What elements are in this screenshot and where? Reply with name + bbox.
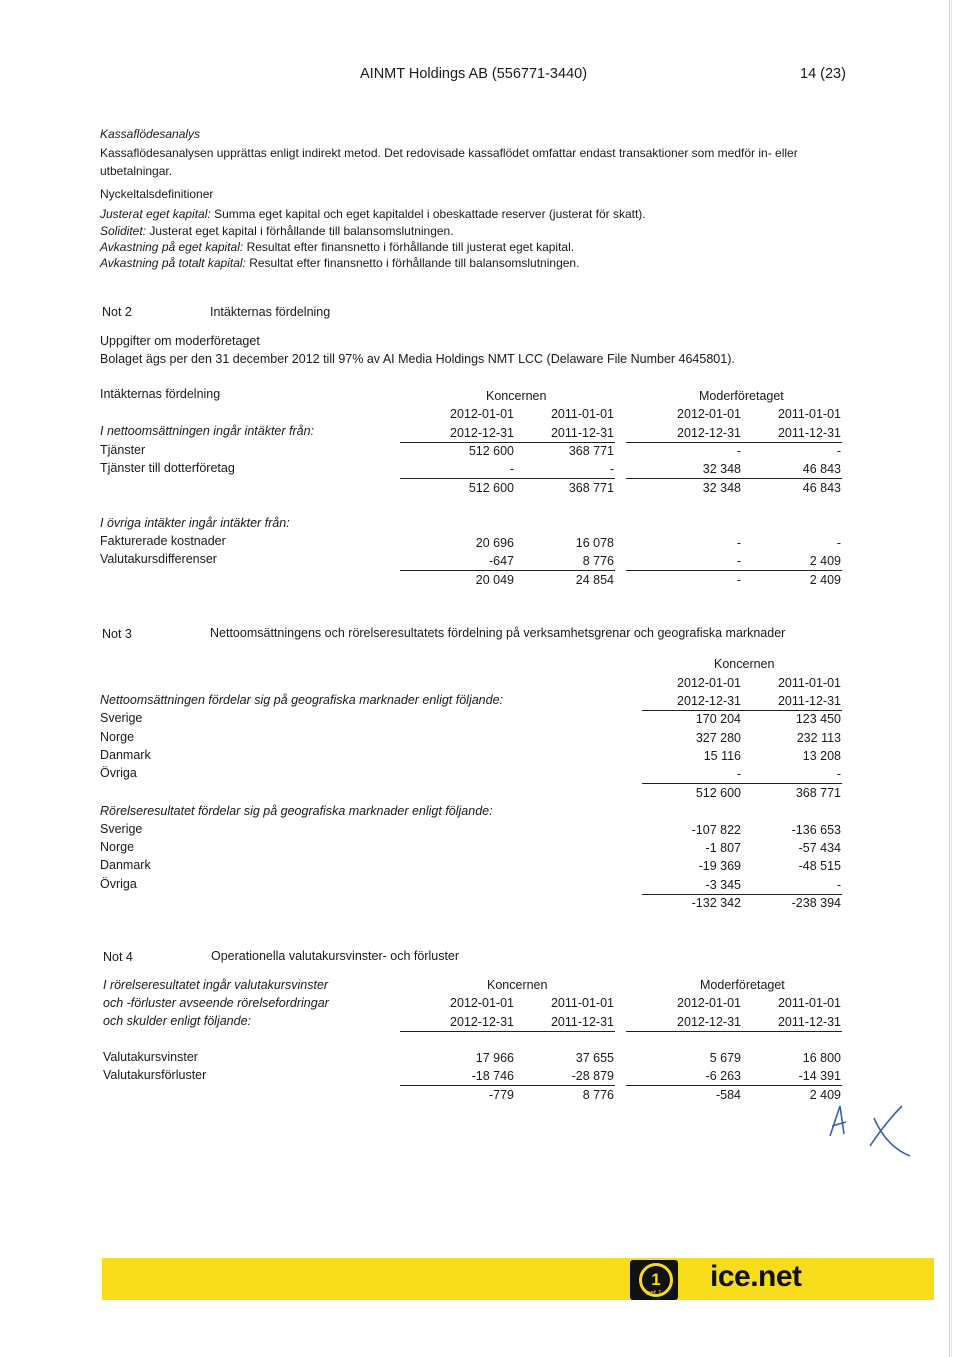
date-from: 2011-01-01	[550, 996, 614, 1010]
header-rule	[400, 442, 615, 443]
note4-label: Not 4	[103, 950, 133, 964]
date-to: 2012-12-31	[677, 694, 741, 708]
table-cell: -107 822	[691, 823, 741, 837]
table-sum: -779	[488, 1088, 514, 1102]
table-cell: -647	[488, 554, 514, 568]
signature-initials	[818, 1098, 918, 1168]
table-cell: 20 696	[475, 536, 514, 550]
table-row-label: Valutakursdifferenser	[100, 552, 217, 566]
table-cell: 232 113	[796, 731, 841, 745]
table-cell: 16 800	[802, 1051, 841, 1065]
table-sum: -132 342	[691, 896, 741, 910]
table-sum: 24 854	[575, 573, 614, 587]
note4-title: Operationella valutakursvinster- och förluster	[211, 949, 460, 963]
ratio-definition: Summa eget kapital och eget kapitaldel i obeskattade reserver (justerat för skatt).	[214, 207, 646, 221]
table-cell: -	[836, 444, 841, 458]
header-rule	[626, 1031, 842, 1032]
note3-label: Not 3	[102, 627, 132, 641]
revenue-table-title: Intäkternas fördelning	[100, 387, 221, 401]
ratio-row	[100, 240, 574, 254]
note3-title: Nettoomsättningens och rörelseresultatets fördelning på verksamhetsgrenar och geografiska marknader	[210, 626, 786, 640]
table-sum: -	[736, 573, 741, 587]
brand-logo: ice.net	[710, 1260, 802, 1293]
table-cell: -1 807	[705, 841, 741, 855]
sum-rule	[400, 478, 615, 479]
note4-intro: och -förluster avseende rörelsefordringar	[103, 996, 329, 1010]
table-cell: -48 515	[798, 859, 841, 873]
page-edge-line	[949, 0, 950, 1357]
parent-company-title: Uppgifter om moderföretaget	[100, 334, 260, 348]
table-row-label: Danmark	[100, 858, 151, 872]
table-row-label: Tjänster	[100, 443, 146, 457]
table-cell: -136 653	[791, 823, 841, 837]
table-sum: 368 771	[568, 481, 614, 495]
table-cell: -3 345	[705, 878, 741, 892]
table-cell: 123 450	[795, 712, 841, 726]
table-cell: -19 369	[698, 859, 741, 873]
table-cell: 37 655	[575, 1051, 614, 1065]
section-label: Rörelseresultatet fördelar sig på geografiska marknader enligt följande:	[100, 804, 493, 818]
footer-strip	[102, 1258, 934, 1300]
table-row-label: Danmark	[100, 748, 151, 762]
header-rule	[400, 1031, 615, 1032]
table-cell: -57 434	[798, 841, 841, 855]
logo-mark	[630, 1260, 678, 1300]
section-label: I övriga intäkter ingår intäkter från:	[100, 516, 290, 530]
group-header: Koncernen	[486, 389, 547, 403]
table-row-label: Övriga	[100, 877, 137, 891]
date-to: 2012-12-31	[677, 1015, 741, 1029]
table-cell: 512 600	[468, 444, 514, 458]
cashflow-text-1: Kassaflödesanalysen upprättas enligt indirekt metod. Det redovisade kassaflödet omfattar endast transaktioner som medför in- eller	[100, 146, 798, 160]
parent-company-text: Bolaget ägs per den 31 december 2012 till 97% av AI Media Holdings NMT LCC (Delaware File Number 4645801).	[100, 352, 735, 366]
cashflow-title: Kassaflödesanalys	[100, 127, 201, 141]
table-row-label: Sverige	[100, 711, 143, 725]
table-sum: 368 771	[795, 786, 841, 800]
date-to: 2011-12-31	[550, 1015, 614, 1029]
table-row-label: Tjänster till dotterföretag	[100, 461, 235, 475]
table-cell: 13 208	[802, 749, 841, 763]
table-sum: 2 409	[809, 573, 841, 587]
date-to: 2012-12-31	[677, 426, 741, 440]
table-cell: -	[836, 767, 841, 781]
date-to: 2011-12-31	[777, 1015, 841, 1029]
table-cell: 16 078	[575, 536, 614, 550]
table-row-label: Fakturerade kostnader	[100, 534, 226, 548]
page-number: 14 (23)	[800, 66, 846, 82]
sum-rule	[642, 894, 842, 895]
table-sum: -584	[715, 1088, 741, 1102]
logo-sub-label: net 1	[646, 1290, 662, 1297]
sum-rule	[626, 478, 842, 479]
table-cell: 327 280	[695, 731, 741, 745]
date-from: 2011-01-01	[777, 996, 841, 1010]
table-cell: -	[736, 554, 741, 568]
sum-rule	[642, 783, 842, 784]
table-cell: -14 391	[798, 1069, 841, 1083]
table-cell: -28 879	[571, 1069, 614, 1083]
section-label: I nettoomsättningen ingår intäkter från:	[100, 424, 315, 438]
table-cell: -6 263	[705, 1069, 741, 1083]
section-label: Nettoomsättningen fördelar sig på geografiska marknader enligt följande:	[100, 693, 504, 707]
table-cell: 15 116	[703, 749, 741, 763]
parent-header: Moderföretaget	[699, 389, 784, 403]
note2-label: Not 2	[102, 305, 132, 319]
table-cell: 17 966	[475, 1051, 514, 1065]
date-to: 2012-12-31	[450, 426, 514, 440]
note4-intro: och skulder enligt följande:	[103, 1014, 252, 1028]
date-from: 2011-01-01	[777, 407, 841, 421]
table-sum: 32 348	[702, 481, 741, 495]
table-cell: 46 843	[802, 462, 841, 476]
table-cell: 32 348	[702, 462, 741, 476]
table-row-label: Övriga	[100, 766, 137, 780]
ratio-row	[100, 224, 454, 238]
date-to: 2011-12-31	[777, 694, 841, 708]
ratio-term: Avkastning på eget kapital:	[100, 240, 244, 254]
table-sum: 8 776	[582, 1088, 614, 1102]
table-row-label: Valutakursförluster	[103, 1068, 207, 1082]
table-row-label: Valutakursvinster	[103, 1050, 198, 1064]
ratio-definition: Resultat efter finansnetto i förhållande till balansomslutningen.	[249, 256, 580, 270]
date-to: 2012-12-31	[450, 1015, 514, 1029]
table-cell: -	[609, 462, 614, 476]
date-from: 2012-01-01	[677, 996, 741, 1010]
table-row-label: Sverige	[100, 822, 143, 836]
table-cell: 5 679	[709, 1051, 741, 1065]
date-to: 2011-12-31	[550, 426, 614, 440]
note2-title: Intäkternas fördelning	[210, 305, 331, 319]
sum-rule	[626, 1085, 842, 1086]
page-edge-line-2	[951, 0, 952, 1357]
date-from: 2012-01-01	[450, 996, 514, 1010]
company-header: AINMT Holdings AB (556771-3440)	[360, 66, 588, 82]
table-sum: 2 409	[809, 1088, 841, 1102]
date-to: 2011-12-31	[777, 426, 841, 440]
date-from: 2011-01-01	[777, 676, 841, 690]
date-from: 2012-01-01	[677, 676, 741, 690]
ratios-title: Nyckeltalsdefinitioner	[100, 187, 214, 201]
table-cell: -	[836, 878, 841, 892]
ratio-term: Justerat eget kapital:	[100, 207, 211, 221]
sum-rule	[400, 570, 615, 571]
table-row-label: Norge	[100, 730, 135, 744]
ratio-term: Avkastning på totalt kapital:	[100, 256, 246, 270]
table-cell: -	[736, 444, 741, 458]
header-rule	[642, 710, 842, 711]
table-cell: -	[509, 462, 514, 476]
group-header: Koncernen	[487, 978, 548, 992]
note4-intro: I rörelseresultatet ingår valutakursvinster	[103, 978, 329, 992]
date-from: 2012-01-01	[677, 407, 741, 421]
table-row-label: Norge	[100, 840, 135, 854]
table-sum: 46 843	[802, 481, 841, 495]
cashflow-text-2: utbetalningar.	[100, 164, 173, 178]
table-cell: 170 204	[695, 712, 741, 726]
sum-rule	[626, 570, 842, 571]
table-sum: 512 600	[695, 786, 741, 800]
date-from: 2012-01-01	[450, 407, 514, 421]
parent-header: Moderföretaget	[700, 978, 785, 992]
table-cell: 368 771	[568, 444, 614, 458]
table-cell: 2 409	[809, 554, 841, 568]
table-sum: 20 049	[475, 573, 514, 587]
ratio-row	[100, 256, 579, 270]
ratio-definition: Justerat eget kapital i förhållande till balansomslutningen.	[149, 224, 454, 238]
table-cell: -18 746	[471, 1069, 514, 1083]
table-cell: -	[736, 536, 741, 550]
table-cell: -	[836, 536, 841, 550]
table-sum: 512 600	[468, 481, 514, 495]
sum-rule	[400, 1085, 615, 1086]
logo-digit: 1	[639, 1263, 673, 1297]
table-cell: 8 776	[582, 554, 614, 568]
ratio-term: Soliditet:	[100, 224, 147, 238]
group-header: Koncernen	[714, 657, 775, 671]
table-cell: -	[736, 767, 741, 781]
header-rule	[626, 442, 842, 443]
ratio-definition: Resultat efter finansnetto i förhållande till justerat eget kapital.	[246, 240, 575, 254]
ratio-row	[100, 207, 646, 221]
table-sum: -238 394	[791, 896, 841, 910]
date-from: 2011-01-01	[550, 407, 614, 421]
